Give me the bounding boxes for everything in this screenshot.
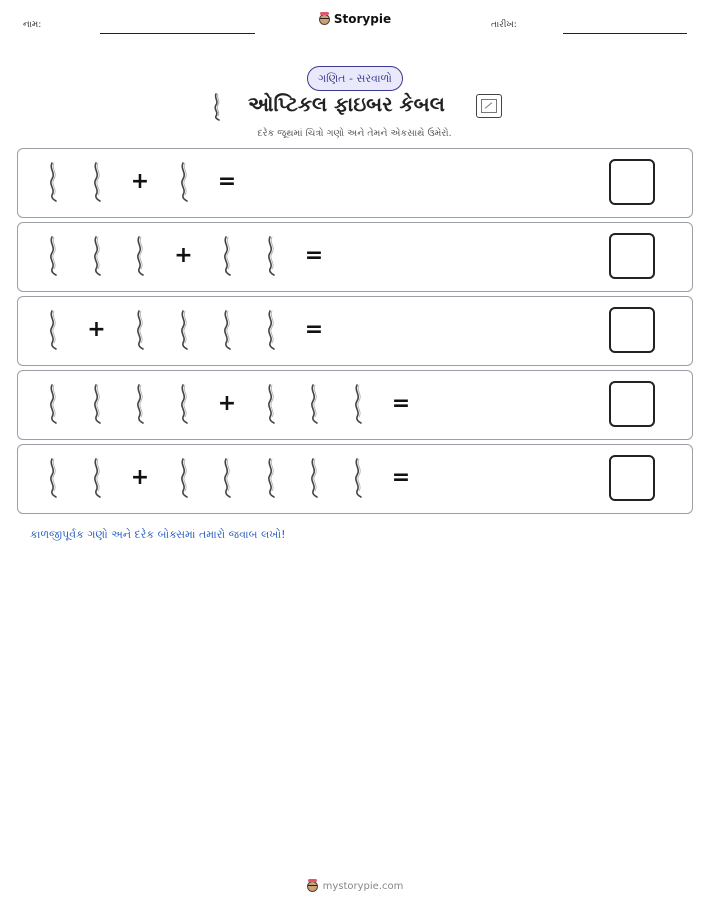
optical-fiber-cable-icon	[264, 383, 278, 425]
optical-fiber-cable-icon	[220, 457, 234, 499]
optical-fiber-cable-icon	[177, 309, 191, 351]
plus-sign: +	[87, 317, 106, 342]
problem-row	[17, 296, 693, 366]
answer-box[interactable]	[609, 381, 655, 427]
optical-fiber-cable-icon	[351, 457, 365, 499]
plus-sign: +	[217, 391, 237, 416]
optical-fiber-cable-icon	[90, 235, 104, 277]
equals-sign: =	[391, 391, 411, 416]
problem-row	[17, 370, 693, 440]
optical-fiber-cable-icon	[46, 161, 60, 203]
equals-sign: =	[391, 465, 411, 490]
picture-frame-icon	[476, 94, 502, 118]
equals-sign: =	[304, 317, 324, 342]
date-label: તારીખ:	[491, 20, 517, 30]
instruction-text: કાળજીપૂર્વક ગણો અને દરેક બોક્સમાં તમારો જવાબ લખો!	[30, 528, 286, 541]
optical-fiber-cable-icon	[46, 235, 60, 277]
optical-fiber-cable-icon	[264, 235, 278, 277]
optical-fiber-cable-icon	[307, 457, 321, 499]
page-title: ઓપ્ટિકલ ફાઇબર કેબલ	[248, 92, 445, 116]
optical-fiber-cable-icon	[351, 383, 365, 425]
answer-box[interactable]	[609, 455, 655, 501]
name-line[interactable]	[100, 33, 255, 34]
equals-sign: =	[217, 169, 237, 194]
optical-fiber-cable-icon	[177, 161, 191, 203]
footer	[0, 879, 709, 896]
plus-sign: +	[174, 243, 193, 268]
name-label: નામ:	[23, 20, 42, 30]
optical-fiber-cable-icon	[133, 309, 147, 351]
date-line[interactable]	[563, 33, 687, 34]
optical-fiber-cable-icon	[220, 309, 234, 351]
optical-fiber-cable-icon	[46, 309, 60, 351]
optical-fiber-cable-icon	[210, 92, 224, 122]
answer-box[interactable]	[609, 307, 655, 353]
problem-row	[17, 444, 693, 514]
optical-fiber-cable-icon	[46, 457, 60, 499]
optical-fiber-cable-icon	[133, 383, 147, 425]
title-row	[0, 90, 709, 122]
problem-row	[17, 148, 693, 218]
optical-fiber-cable-icon	[264, 309, 278, 351]
equals-sign: =	[304, 243, 324, 268]
optical-fiber-cable-icon	[177, 457, 191, 499]
brand-name: Storypie	[333, 12, 392, 26]
optical-fiber-cable-icon	[133, 235, 147, 277]
footer-url: mystorypie.com	[322, 880, 404, 892]
optical-fiber-cable-icon	[264, 457, 278, 499]
storypie-mascot-icon	[306, 879, 319, 893]
optical-fiber-cable-icon	[220, 235, 234, 277]
subject-pill: ગણિત - સરવાળો	[307, 66, 403, 91]
page-subtitle: દરેક જૂથમાં ચિત્રો ગણો અને તેમને એકસાથે ઉમેરો.	[257, 128, 452, 139]
optical-fiber-cable-icon	[177, 383, 191, 425]
problem-row	[17, 222, 693, 292]
brand-logo	[0, 12, 709, 29]
optical-fiber-cable-icon	[90, 161, 104, 203]
optical-fiber-cable-icon	[90, 457, 104, 499]
answer-box[interactable]	[609, 159, 655, 205]
plus-sign: +	[130, 169, 150, 194]
answer-box[interactable]	[609, 233, 655, 279]
optical-fiber-cable-icon	[90, 383, 104, 425]
optical-fiber-cable-icon	[46, 383, 60, 425]
plus-sign: +	[130, 465, 150, 490]
optical-fiber-cable-icon	[307, 383, 321, 425]
storypie-mascot-icon	[318, 12, 331, 26]
